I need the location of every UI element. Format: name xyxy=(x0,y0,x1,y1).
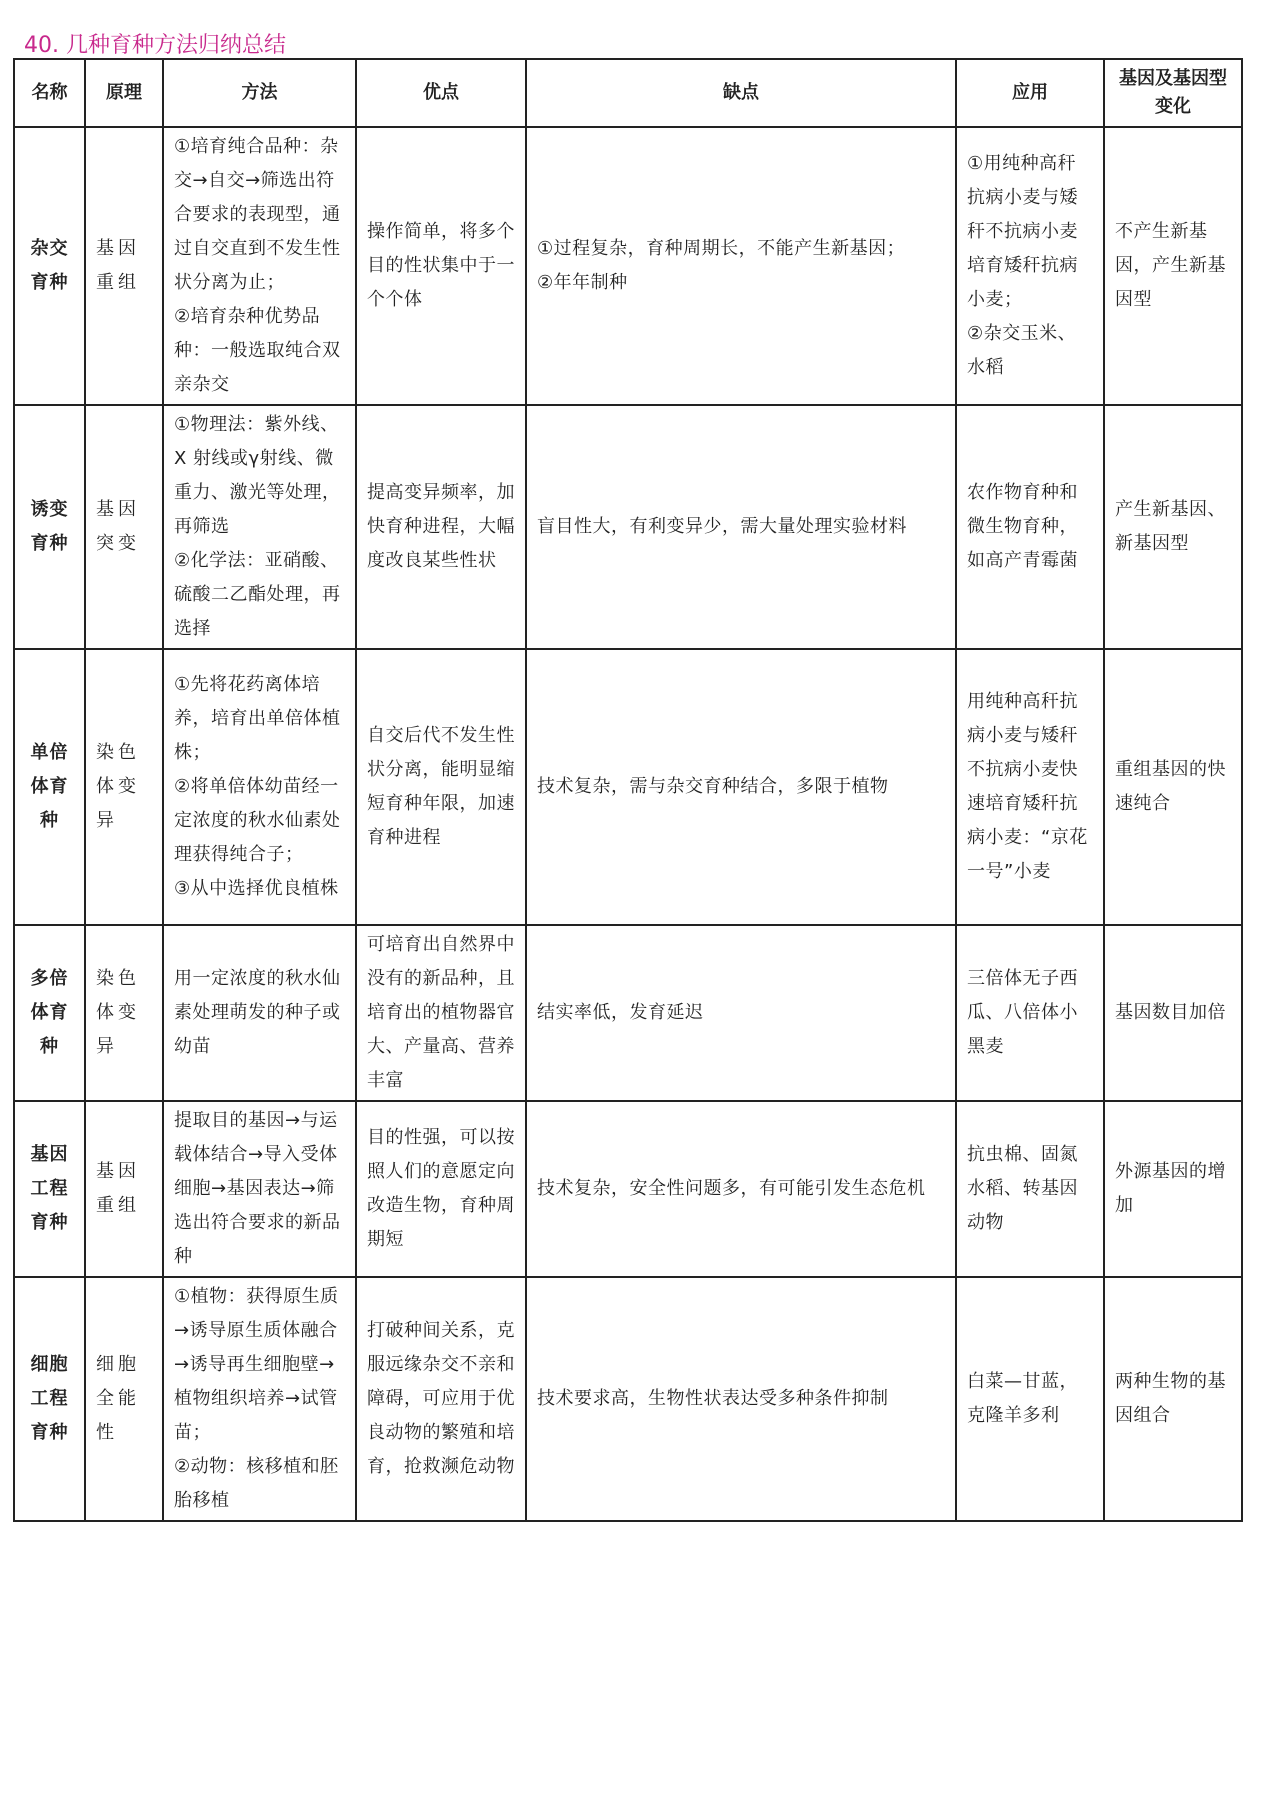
row-method xyxy=(163,405,356,649)
application-line: 三倍体无子西瓜、八倍体小黑麦 xyxy=(967,968,1078,1057)
row-method xyxy=(163,127,356,405)
row-gene-change: 不产生新基因，产生新基因型 xyxy=(1104,127,1242,405)
header-method: 方法 xyxy=(163,59,356,127)
method-line: ②化学法：亚硝酸、硫酸二乙酯处理，再选择 xyxy=(174,550,341,639)
row-disadvantage xyxy=(526,925,956,1101)
row-principle: 染色体变异 xyxy=(85,925,163,1101)
row-application xyxy=(956,405,1104,649)
row-disadvantage xyxy=(526,127,956,405)
row-name: 杂交育种 xyxy=(14,127,85,405)
application-line: 用纯种高秆抗病小麦与矮秆不抗病小麦快速培育矮秆抗病小麦：“京花一号”小麦 xyxy=(967,691,1088,882)
row-method xyxy=(163,1277,356,1521)
application-line: 白菜—甘蓝，克隆羊多利 xyxy=(967,1371,1078,1426)
row-name: 多倍体育种 xyxy=(14,925,85,1101)
row-name: 基因工程育种 xyxy=(14,1101,85,1277)
disadvantage-line: ②年年制种 xyxy=(537,272,628,293)
row-method xyxy=(163,649,356,925)
row-disadvantage xyxy=(526,405,956,649)
row-gene-change: 重组基因的快速纯合 xyxy=(1104,649,1242,925)
method-line: ②培育杂种优势品种：一般选取纯合双亲杂交 xyxy=(174,306,341,395)
row-disadvantage xyxy=(526,1277,956,1521)
application-line: 抗虫棉、固氮水稻、转基因动物 xyxy=(967,1144,1078,1233)
method-line: ①先将花药离体培养，培育出单倍体植株； xyxy=(174,674,341,763)
disadvantage-line: 盲目性大，有利变异少，需大量处理实验材料 xyxy=(537,516,907,537)
application-line: ①用纯种高秆抗病小麦与矮秆不抗病小麦培育矮秆抗病小麦； xyxy=(967,153,1078,310)
row-principle: 基因重组 xyxy=(85,127,163,405)
breeding-methods-table-container xyxy=(13,58,1241,1522)
header-gene-change: 基因及基因型变化 xyxy=(1104,59,1242,127)
disadvantage-line: 结实率低，发育延迟 xyxy=(537,1002,704,1023)
row-gene-change: 基因数目加倍 xyxy=(1104,925,1242,1101)
breeding-methods-table xyxy=(13,58,1243,1522)
table-header-row xyxy=(14,59,1242,127)
application-line: ②杂交玉米、水稻 xyxy=(967,323,1077,378)
table-row xyxy=(14,925,1242,1101)
method-line: ①植物：获得原生质→诱导原生质体融合→诱导再生细胞壁→植物组织培养→试管苗； xyxy=(174,1286,339,1443)
row-advantage: 打破种间关系，克服远缘杂交不亲和障碍，可应用于优良动物的繁殖和培育，抢救濒危动物 xyxy=(356,1277,526,1521)
header-disadvantage: 缺点 xyxy=(526,59,956,127)
header-name: 名称 xyxy=(14,59,85,127)
disadvantage-line: 技术复杂，安全性问题多，有可能引发生态危机 xyxy=(537,1178,926,1199)
row-advantage: 自交后代不发生性状分离，能明显缩短育种年限，加速育种进程 xyxy=(356,649,526,925)
method-line: 用一定浓度的秋水仙素处理萌发的种子或幼苗 xyxy=(174,968,341,1057)
table-row xyxy=(14,127,1242,405)
row-gene-change: 两种生物的基因组合 xyxy=(1104,1277,1242,1521)
disadvantage-line: 技术复杂，需与杂交育种结合，多限于植物 xyxy=(537,776,889,797)
row-method xyxy=(163,1101,356,1277)
row-advantage: 目的性强，可以按照人们的意愿定向改造生物，育种周期短 xyxy=(356,1101,526,1277)
row-disadvantage xyxy=(526,649,956,925)
method-line: ③从中选择优良植株 xyxy=(174,878,339,899)
application-line: 农作物育种和微生物育种，如高产青霉菌 xyxy=(967,482,1078,571)
row-advantage: 操作简单，将多个目的性状集中于一个个体 xyxy=(356,127,526,405)
row-application xyxy=(956,1101,1104,1277)
row-method xyxy=(163,925,356,1101)
row-principle: 基因重组 xyxy=(85,1101,163,1277)
page-title: 40. 几种育种方法归纳总结 xyxy=(24,33,286,58)
method-line: ①物理法：紫外线、X 射线或γ射线、微重力、激光等处理，再筛选 xyxy=(174,414,341,537)
row-application xyxy=(956,1277,1104,1521)
row-principle: 基因突变 xyxy=(85,405,163,649)
row-name: 单倍体育种 xyxy=(14,649,85,925)
table-row xyxy=(14,1101,1242,1277)
disadvantage-line: 技术要求高，生物性状表达受多种条件抑制 xyxy=(537,1388,889,1409)
header-application: 应用 xyxy=(956,59,1104,127)
row-application xyxy=(956,127,1104,405)
row-principle: 染色体变异 xyxy=(85,649,163,925)
method-line: 提取目的基因→与运载体结合→导入受体细胞→基因表达→筛选出符合要求的新品种 xyxy=(174,1110,341,1267)
row-application xyxy=(956,925,1104,1101)
method-line: ②将单倍体幼苗经一定浓度的秋水仙素处理获得纯合子； xyxy=(174,776,341,865)
row-advantage: 提高变异频率，加快育种进程，大幅度改良某些性状 xyxy=(356,405,526,649)
table-row xyxy=(14,649,1242,925)
table-row xyxy=(14,1277,1242,1521)
row-principle: 细胞全能性 xyxy=(85,1277,163,1521)
disadvantage-line: ①过程复杂，育种周期长，不能产生新基因； xyxy=(537,238,906,259)
row-name: 诱变育种 xyxy=(14,405,85,649)
method-line: ①培育纯合品种：杂交→自交→筛选出符合要求的表现型，通过自交直到不发生性状分离为止； xyxy=(174,136,341,293)
row-advantage: 可培育出自然界中没有的新品种，且培育出的植物器官大、产量高、营养丰富 xyxy=(356,925,526,1101)
header-principle: 原理 xyxy=(85,59,163,127)
row-disadvantage xyxy=(526,1101,956,1277)
row-application xyxy=(956,649,1104,925)
table-row xyxy=(14,405,1242,649)
row-gene-change: 外源基因的增加 xyxy=(1104,1101,1242,1277)
row-gene-change: 产生新基因、新基因型 xyxy=(1104,405,1242,649)
method-line: ②动物：核移植和胚胎移植 xyxy=(174,1456,339,1511)
header-advantage: 优点 xyxy=(356,59,526,127)
row-name: 细胞工程育种 xyxy=(14,1277,85,1521)
